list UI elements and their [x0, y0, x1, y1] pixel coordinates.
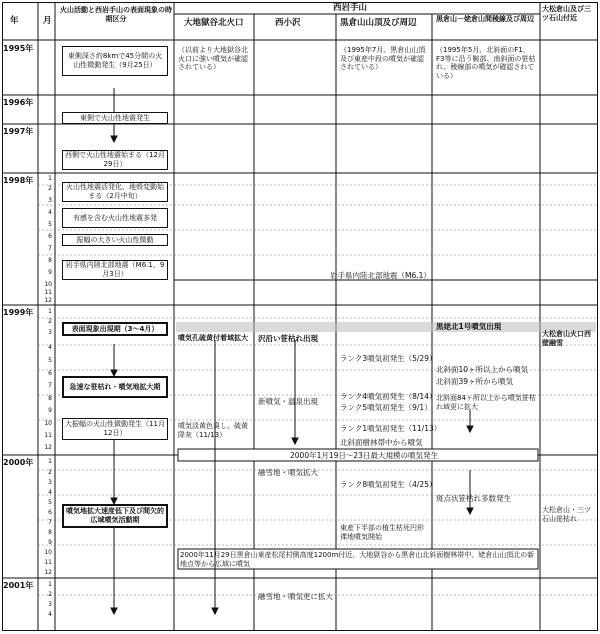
note: （以前より大地獄谷北火口に強い噴気が確認されている）	[178, 46, 248, 71]
month-label: 8	[48, 257, 52, 264]
month-label: 11	[44, 432, 52, 439]
month-label: 10	[44, 420, 52, 427]
month-label: 4	[48, 611, 52, 618]
year-label: 1997年	[3, 127, 34, 136]
header-month: 月	[43, 16, 52, 26]
header-nishi: 西岩手山	[333, 3, 368, 13]
month-label: 9	[48, 539, 52, 546]
month-label: 3	[48, 601, 52, 608]
month-label: 3	[48, 197, 52, 204]
month-label: 6	[48, 509, 52, 516]
activity-box: 振幅の大きい火山性微動	[62, 234, 168, 246]
month-label: 1	[48, 175, 52, 182]
note: 黒姥北1号噴気出現	[436, 322, 502, 331]
year-label: 2000年	[3, 458, 34, 467]
month-label: 4	[48, 344, 52, 351]
note: 沢沿い笹枯れ出現	[258, 334, 318, 343]
month-label: 1	[48, 458, 52, 465]
month-label: 7	[48, 382, 52, 389]
span-note: 2000年11月29日黒倉山東産松尾村側高度1200m付近、大地獄谷から黒倉山北斜面樹林帯中、姥倉山山頂北の新地点等から広域に噴気	[180, 551, 535, 568]
note: 斑点状笹枯れ多数発生	[436, 494, 511, 503]
month-label: 9	[48, 407, 52, 414]
note: ランク3噴気初発生（5/29）	[340, 354, 437, 363]
note: ランク5噴気初発生（9/1）	[340, 403, 432, 412]
header-kurokura: 黒倉山山頂及び周辺	[340, 18, 417, 28]
activity-box: 東側深さ約8kmで45分間の火山性微動発生（9月25日）	[62, 46, 168, 76]
month-label: 10	[44, 549, 52, 556]
activity-box: 火山性地震活発化、地殻変動始まる（2月中旬）	[62, 182, 168, 202]
activity-box: 有感を含む火山性地震多発	[62, 208, 168, 228]
note: 噴気淡黄色臭し、硫黄降灰（11/13）	[178, 422, 248, 439]
month-label: 6	[48, 370, 52, 377]
note: 大松倉山・三ツ石山笹枯れ	[542, 506, 591, 523]
note: 北斜面樹林帯中から噴気	[340, 438, 423, 447]
month-label: 7	[48, 245, 52, 252]
note: 東産下半部の植生枯死円形裸地噴気開始	[340, 524, 424, 541]
month-label: 12	[44, 569, 52, 576]
note: ランク1噴気初発生（11/13）	[340, 424, 442, 433]
note: 北斜面10ヶ所以上から噴気	[436, 365, 529, 374]
month-label: 3	[48, 329, 52, 336]
year-label: 1996年	[3, 98, 34, 107]
activity-box: 大振幅の火山性微動発生（11月12日）	[62, 418, 168, 440]
note: 融雪地・噴気更に拡大	[258, 592, 333, 601]
activity-box: 急速な笹枯れ・噴気地拡大期	[62, 376, 168, 398]
activity-box: 岩手県内陸北部地震（M6.1，9月3日）	[62, 260, 168, 280]
month-label: 12	[44, 444, 52, 451]
month-label: 2	[48, 469, 52, 476]
header-year: 年	[10, 16, 19, 26]
note: 北斜面84ヶ所以上から噴気笹枯れ域更に拡大	[436, 394, 536, 411]
month-label: 5	[48, 499, 52, 506]
year-label: 2001年	[3, 581, 34, 590]
month-label: 3	[48, 479, 52, 486]
note: ランク8噴気初発生（4/25）	[340, 480, 437, 489]
month-label: 8	[48, 395, 52, 402]
month-label: 2	[48, 185, 52, 192]
month-label: 5	[48, 221, 52, 228]
activity-box: 東側で火山性地震発生	[62, 112, 168, 124]
note: （1995年7月、黒倉山山頂及び東産中段の噴気が確認されている）	[340, 46, 426, 71]
year-label: 1999年	[3, 308, 34, 317]
month-label: 1	[48, 581, 52, 588]
year-label: 1995年	[3, 44, 34, 53]
note: （1995年5月、北斜面のF1、F3等に沿う鞍部、南斜面の笹枯れ、稜線部の噴気が確認されている）	[436, 46, 536, 80]
header-nishikosawa: 西小沢	[275, 18, 301, 28]
header-activity: 火山活動と西岩手山の表面現象の時期区分	[60, 6, 172, 23]
month-label: 11	[44, 289, 52, 296]
month-label: 2	[48, 591, 52, 598]
month-label: 7	[48, 519, 52, 526]
header-onigajo: 大地獄谷北火口	[184, 18, 244, 28]
month-label: 11	[44, 559, 52, 566]
month-label: 12	[44, 297, 52, 304]
month-label: 1	[48, 308, 52, 315]
activity-box: 噴気地拡大速度低下及び間欠的広域噴気活動期	[62, 504, 168, 528]
month-label: 5	[48, 357, 52, 364]
note: 大松倉山火口西壁融雪	[542, 330, 591, 347]
note: 北斜面39ヶ所から噴気	[436, 377, 514, 386]
note: 融雪地・噴気拡大	[258, 468, 318, 477]
month-label: 6	[48, 233, 52, 240]
activity-box: 表面現象出現期（3～4月）	[62, 322, 168, 336]
span-note: 2000年1月19日～23日最大規模の噴気発生	[290, 451, 438, 460]
month-label: 8	[48, 529, 52, 536]
month-label: 9	[48, 269, 52, 276]
month-label: 4	[48, 489, 52, 496]
note: 噴気孔硫黄付着域拡大	[178, 334, 248, 342]
header-ridge: 黒倉山－姥倉山間稜線及び周辺	[436, 15, 534, 23]
year-label: 1998年	[3, 176, 34, 185]
month-label: 2	[48, 318, 52, 325]
note: 岩手県内陸北部地震（M6.1）	[330, 271, 431, 280]
header-omatsu: 大松倉山及び三ツ石山付近	[542, 5, 591, 22]
note: ランク4噴気初発生（8/14）	[340, 392, 437, 401]
month-label: 10	[44, 281, 52, 288]
activity-box: 西側で火山性地震始まる（12月29日）	[62, 150, 168, 170]
month-label: 4	[48, 209, 52, 216]
note: 新噴気・温泉出現	[258, 397, 318, 406]
